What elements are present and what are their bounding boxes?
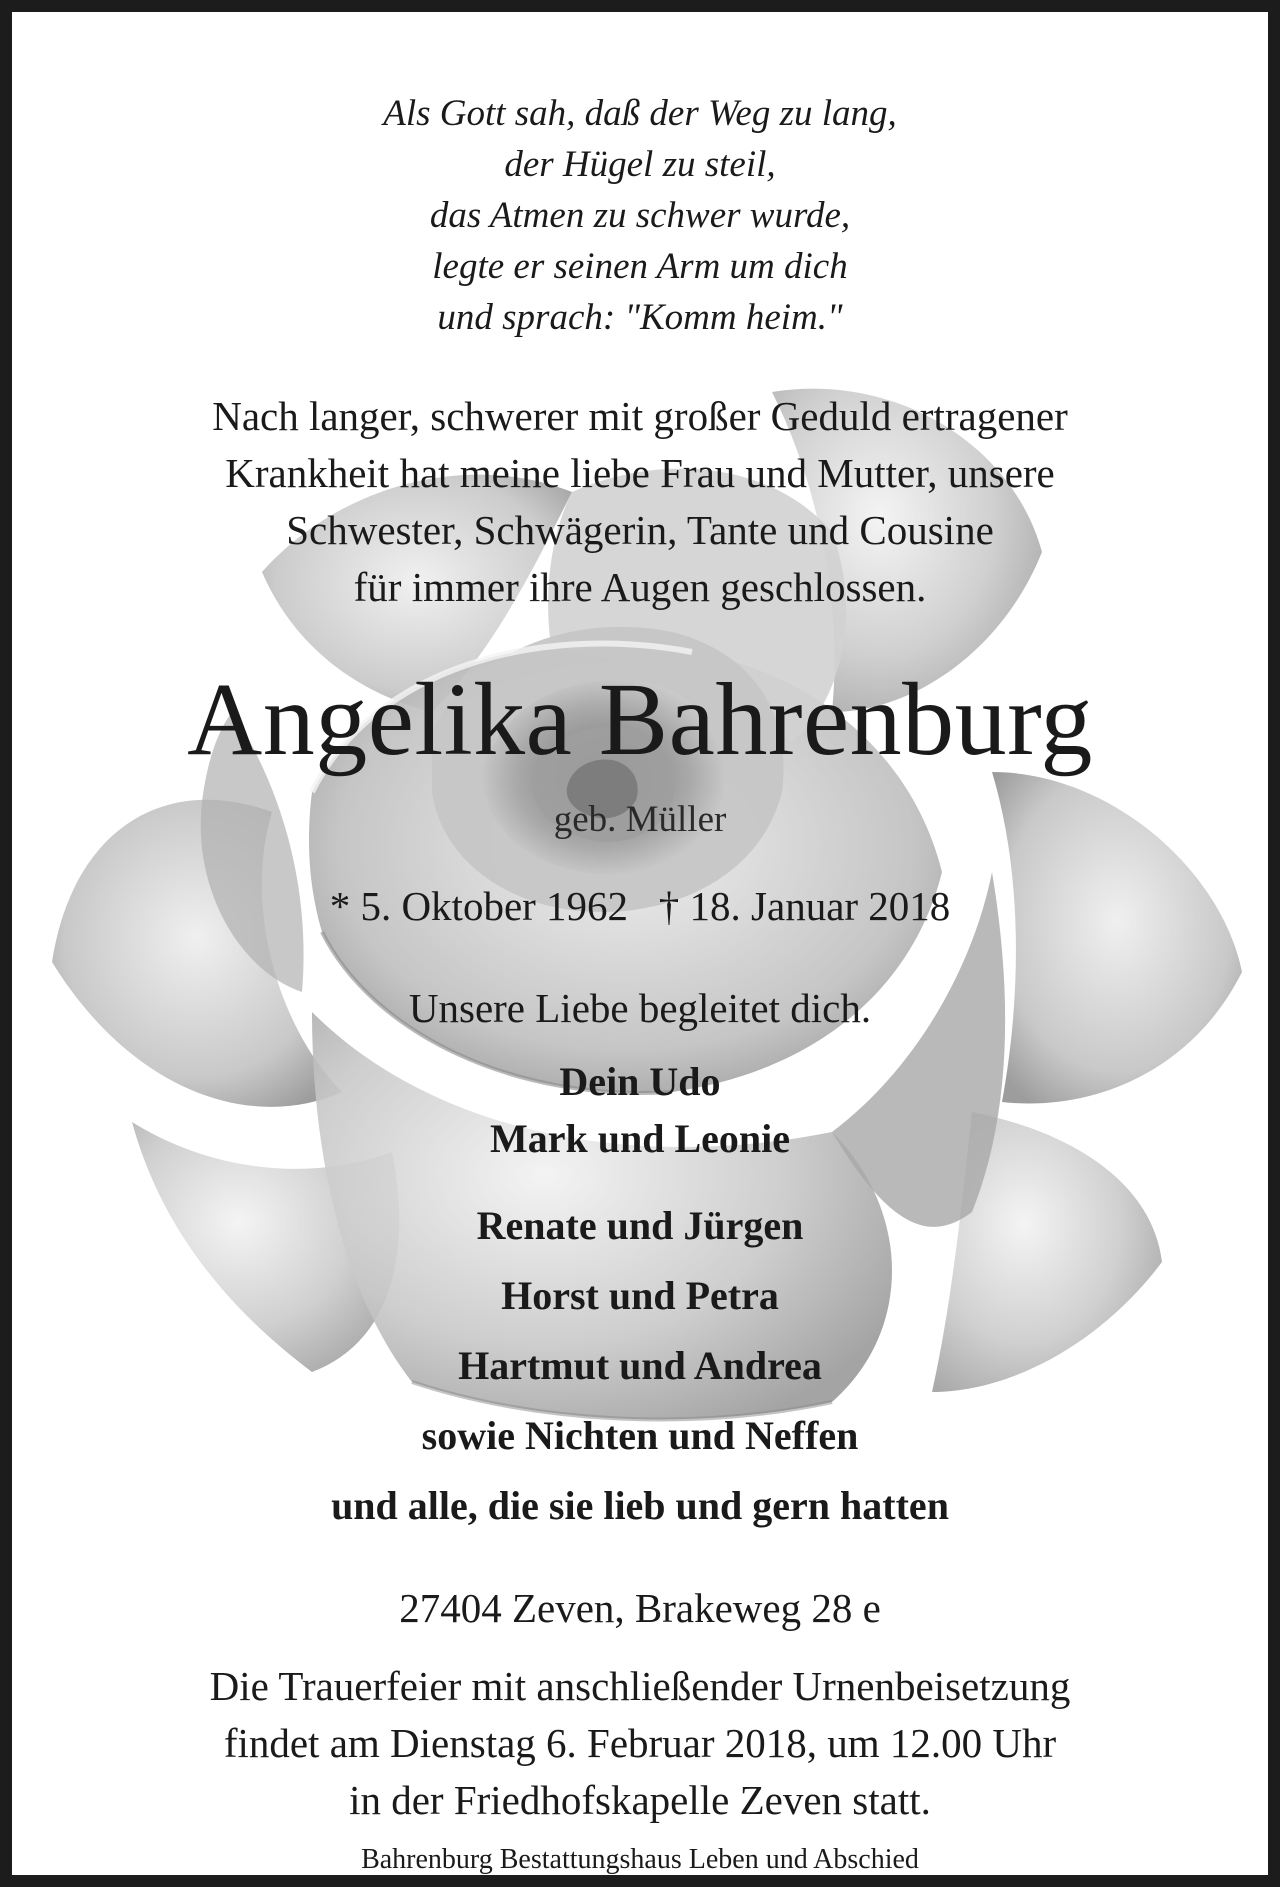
family-wider-line: sowie Nichten und Neffen — [421, 1413, 859, 1458]
poem-line: und sprach: "Komm heim." — [437, 297, 843, 338]
intro-line: Nach langer, schwerer mit großer Geduld ertragener — [212, 393, 1068, 439]
service-line: Die Trauerfeier mit anschließender Urnenbeisetzung — [209, 1663, 1071, 1709]
intro-line: Krankheit hat meine liebe Frau und Mutter, unsere — [225, 450, 1055, 496]
family-close-line: Dein Udo — [559, 1059, 721, 1104]
poem-line: Als Gott sah, daß der Weg zu lang, — [383, 93, 897, 134]
family-wider-line: Renate und Jürgen — [476, 1203, 804, 1248]
birth-name: geb. Müller — [553, 799, 727, 840]
deceased-name: Angelika Bahrenburg — [187, 662, 1093, 777]
family-wider-line: und alle, die sie lieb und gern hatten — [331, 1483, 949, 1528]
notice-text — [12, 12, 1268, 1875]
poem-line: der Hügel zu steil, — [504, 144, 776, 185]
family-close-line: Mark und Leonie — [489, 1116, 791, 1161]
address: 27404 Zeven, Brakeweg 28 e — [399, 1585, 881, 1631]
funeral-home-credit: Bahrenburg Bestattungshaus Leben und Abschied — [361, 1844, 919, 1875]
service-line: findet am Dienstag 6. Februar 2018, um 12.00 Uhr — [223, 1720, 1057, 1766]
life-dates: * 5. Oktober 1962 † 18. Januar 2018 — [329, 883, 951, 929]
intro-line: für immer ihre Augen geschlossen. — [353, 564, 927, 610]
poem-line: das Atmen zu schwer wurde, — [429, 195, 851, 236]
poem-line: legte er seinen Arm um dich — [432, 246, 848, 287]
intro-line: Schwester, Schwägerin, Tante und Cousine — [286, 507, 994, 553]
farewell-line: Unsere Liebe begleitet dich. — [408, 985, 872, 1031]
service-line: in der Friedhofskapelle Zeven statt. — [349, 1777, 931, 1823]
family-wider-line: Horst und Petra — [501, 1273, 779, 1318]
family-wider-line: Hartmut und Andrea — [458, 1343, 822, 1388]
